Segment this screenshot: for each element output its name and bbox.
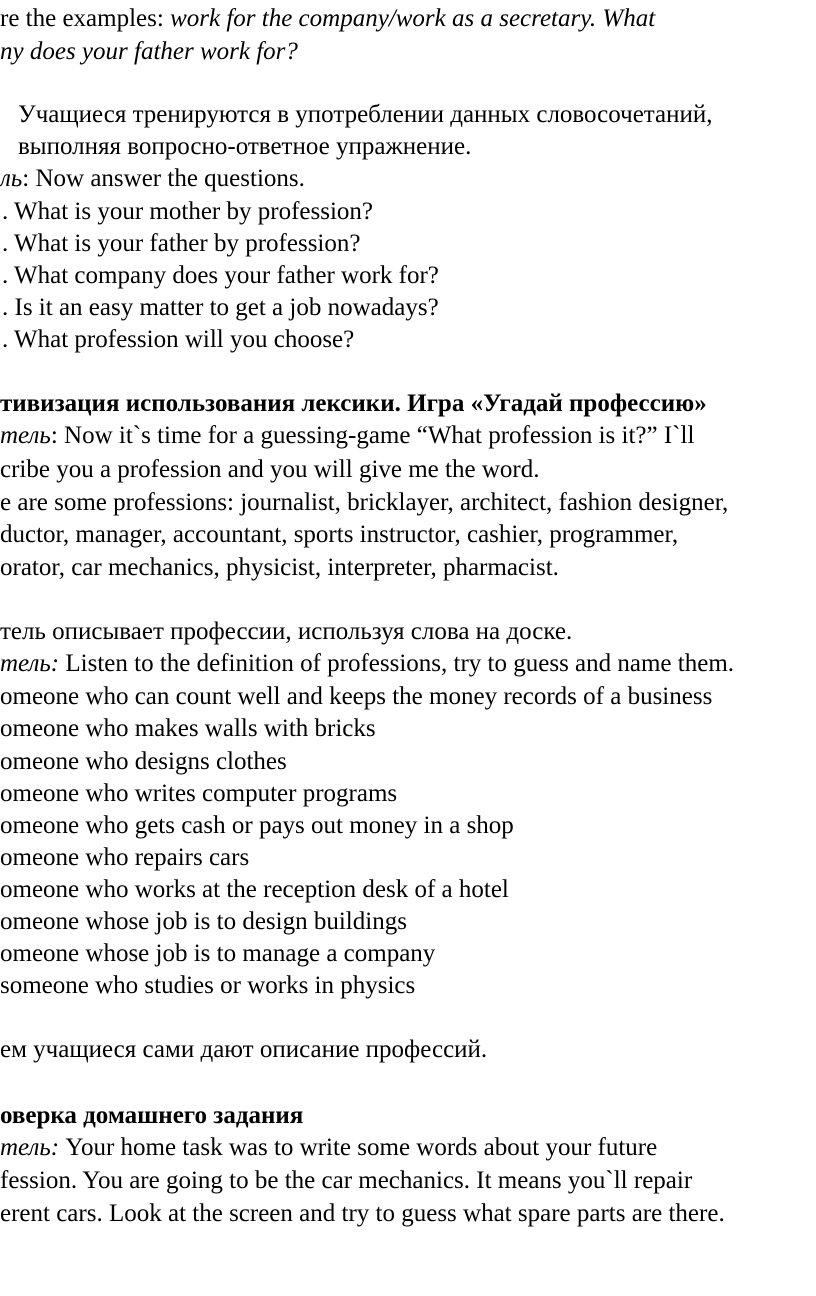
text-line: orator, car mechanics, physicist, interpreter, pharmacist.	[0, 554, 559, 581]
text-segment-italic: work for the company/work as a secretary. What	[170, 5, 656, 32]
question-item: . What company does your father work for?	[2, 262, 439, 289]
section-heading: тивизация использования лексики. Игра «Угадай профессию»	[0, 390, 707, 417]
definition-item: omeone who makes walls with bricks	[0, 715, 376, 742]
text-segment: : Now it`s time for a guessing-game “What profession is it?” I`ll	[50, 422, 695, 449]
text-segment-italic: тель:	[0, 650, 60, 677]
definition-item: omeone who repairs cars	[0, 844, 250, 871]
text-segment-italic: ль	[0, 165, 23, 192]
text-line	[0, 1133, 657, 1163]
definition-item: omeone who designs clothes	[0, 748, 287, 775]
text-line: ем учащиеся сами дают описание профессий.	[0, 1036, 488, 1063]
text-line: fession. You are going to be the car mechanics. It means you`ll repair	[0, 1167, 693, 1194]
definition-item: omeone whose job is to manage a company	[0, 940, 436, 967]
text-line	[0, 421, 694, 451]
text-line	[0, 649, 734, 679]
text-line: Учащиеся тренируются в употреблении данных словосочетаний,	[18, 101, 713, 128]
question-item: . What is your mother by profession?	[2, 198, 373, 225]
definition-item: omeone whose job is to design buildings	[0, 908, 407, 935]
text-line: тель описывает профессии, используя слова на доске.	[0, 618, 573, 645]
definition-item: omeone who writes computer programs	[0, 780, 398, 807]
text-line	[0, 4, 655, 34]
text-segment-italic: тель	[0, 422, 51, 449]
text-segment: Listen to the definition of professions, try to guess and name them.	[59, 650, 735, 677]
definition-item: omeone who can count well and keeps the money records of a business	[0, 683, 713, 710]
text-line: ductor, manager, accountant, sports instructor, cashier, programmer,	[0, 521, 679, 548]
section-heading: оверка домашнего задания	[0, 1102, 304, 1129]
question-item: . What profession will you choose?	[2, 326, 355, 353]
question-item: . What is your father by profession?	[2, 230, 361, 257]
text-segment: Your home task was to write some words about your future	[59, 1134, 658, 1161]
definition-item: omeone who works at the reception desk of a hotel	[0, 876, 509, 903]
text-line: erent cars. Look at the screen and try to guess what spare parts are there.	[0, 1200, 725, 1227]
text-line: cribe you a profession and you will give me the word.	[0, 456, 540, 483]
text-segment-italic: тель:	[0, 1134, 60, 1161]
definition-item: someone who studies or works in physics	[0, 972, 416, 999]
text-segment: : Now answer the questions.	[22, 165, 305, 192]
text-line: e are some professions: journalist, bricklayer, architect, fashion designer,	[0, 489, 729, 516]
text-segment: re the examples:	[0, 5, 171, 32]
text-line: выполняя вопросно-ответное упражнение.	[18, 133, 472, 160]
text-line: ny does your father work for?	[0, 38, 298, 65]
text-line	[0, 164, 305, 194]
question-item: . Is it an easy matter to get a job nowadays?	[2, 294, 439, 321]
definition-item: omeone who gets cash or pays out money in a shop	[0, 812, 514, 839]
